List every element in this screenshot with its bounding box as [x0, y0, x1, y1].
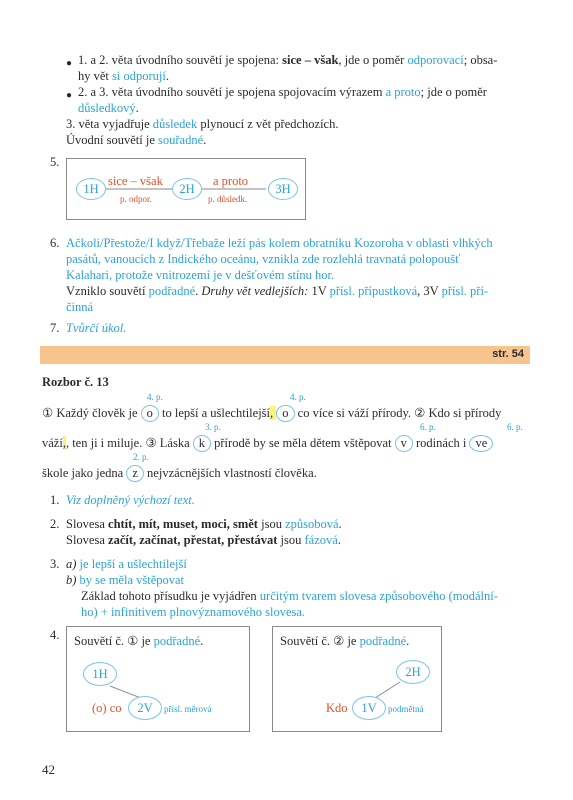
node-1v: 1V	[352, 696, 386, 720]
text: Slovesa	[66, 517, 109, 531]
text: Souvětí č. ① je	[74, 634, 154, 648]
text: ① Každý člověk je	[42, 406, 141, 420]
node-3h: 3H	[268, 178, 298, 200]
text: ; jde o poměr	[420, 85, 487, 99]
item-7-number: 7.	[50, 321, 60, 335]
verbs: začít, začínat, přestat, přestávat	[108, 533, 278, 547]
text: přírodě by se měla dětem vštěpovat	[211, 436, 395, 450]
text: .	[406, 634, 410, 648]
text: jsou	[277, 533, 305, 547]
case-label: 3. p.	[205, 422, 221, 432]
text: .	[203, 133, 207, 147]
verbs: chtít, mít, muset, moci, smět	[108, 517, 258, 531]
text: nejvzácnějších vlastností člověka.	[143, 466, 317, 480]
text: jsou	[257, 517, 286, 531]
relation: si odporují	[112, 69, 166, 83]
text: .	[135, 101, 139, 115]
rozbor-line-1	[42, 405, 501, 422]
line-3	[66, 117, 339, 132]
case-label: 4. p.	[147, 392, 163, 402]
text: rodinách i	[412, 436, 470, 450]
node-2h: 2H	[172, 178, 202, 200]
text: podřadné	[153, 634, 201, 648]
relation: podmětná	[388, 704, 424, 714]
case-label: 2. p.	[133, 452, 149, 462]
text: přísl. pří-	[441, 284, 489, 298]
task-3-a	[66, 557, 187, 572]
connector: (o) co	[92, 701, 122, 715]
item-7-text: Tvůrčí úkol.	[66, 321, 127, 335]
bullet-icon: ●	[66, 90, 73, 101]
item-4-number: 4.	[50, 628, 60, 642]
text: , ten ji i miluje. ③ Láska	[65, 436, 193, 450]
preposition: ve	[469, 435, 493, 452]
item-6-number: 6.	[50, 236, 60, 250]
text: co více si váží přírody. ② Kdo si přírody	[294, 406, 502, 420]
text: .	[200, 634, 204, 648]
text: přísl. přípustková	[329, 284, 418, 298]
connector: Kdo	[326, 701, 348, 715]
text: důsledek	[152, 117, 198, 131]
task-1-number: 1.	[50, 493, 60, 507]
text: škole jako jedna	[42, 466, 127, 480]
item-6-line-5: činná	[66, 300, 94, 314]
text: , 3V	[417, 284, 442, 298]
text: Souvětí č. ② je	[280, 634, 360, 648]
preposition: k	[193, 435, 211, 452]
task-3-b	[66, 573, 184, 588]
preposition: o	[141, 405, 159, 422]
bullet-2-line-1	[78, 85, 487, 100]
text: Slovesa	[66, 533, 109, 547]
relation: odporovací	[407, 53, 464, 67]
connector-2: a proto	[213, 174, 249, 188]
text: 2. a 3. věta úvodního souvětí je spojena spojovacím výrazem	[78, 85, 386, 99]
text: Základ tohoto přísudku je vyjádřen	[81, 589, 260, 603]
node-2v: 2V	[128, 696, 162, 720]
relation-1: p. odpor.	[120, 194, 152, 204]
text: Vzniklo souvětí	[66, 284, 149, 298]
text: souřadné	[158, 133, 204, 147]
highlight-comma: ,	[270, 406, 277, 420]
text: podřadné	[359, 634, 407, 648]
text: , jde o poměr	[338, 53, 408, 67]
node-1h: 1H	[83, 662, 117, 686]
relation-2: p. důsledk.	[208, 194, 248, 204]
item-6-line-2: pasátů, vanoucích z Indického oceánu, vznikla zde rozlehlá travnatá polopoušť	[66, 252, 461, 266]
task-3-explain-1	[81, 589, 498, 604]
task-1-text: Viz doplněný výchozí text.	[66, 493, 195, 507]
text: hy vět	[78, 69, 113, 83]
text: váží	[42, 436, 63, 450]
page-number: 42	[42, 762, 55, 777]
case-label: 6. p.	[507, 422, 523, 432]
item-6-line-1: Ačkoli/Přestože/I když/Třebaže leží pás kolem obratníku Kozoroha v oblasti vlhkých	[66, 236, 493, 250]
text: to lepší a ušlechtilejší	[158, 406, 271, 420]
preposition: v	[395, 435, 413, 452]
text: určitým tvarem slovesa způsobového (modální-	[259, 589, 498, 603]
connector-1: sice – však	[108, 174, 163, 188]
text: Úvodní souvětí je	[66, 133, 159, 147]
bullet-icon: ●	[66, 58, 73, 69]
text: ; obsa-	[463, 53, 498, 67]
text: .	[338, 517, 342, 531]
text: 3. věta vyjadřuje	[66, 117, 153, 131]
text: .	[165, 69, 169, 83]
bullet-2-line-2	[78, 101, 139, 116]
preposition: z	[126, 465, 144, 482]
rozbor-line-3	[42, 465, 317, 482]
item-6-line-4	[66, 284, 488, 299]
text: je lepší a ušlechtilejší	[79, 557, 187, 571]
node-1h: 1H	[76, 178, 106, 200]
rozbor-line-2	[42, 435, 493, 452]
page-reference: str. 54	[492, 348, 524, 360]
case-label: 4. p.	[290, 392, 306, 402]
verb-type: způsobová	[285, 517, 339, 531]
text: .	[337, 533, 341, 547]
text: Druhy vět vedlejších:	[201, 284, 309, 298]
highlight-comma: ,	[62, 436, 66, 450]
task-2-line-1	[66, 517, 342, 532]
task-2-line-2	[66, 533, 341, 548]
node-2h: 2H	[396, 660, 430, 684]
relation: důsledkový	[78, 101, 136, 115]
task-3-number: 3.	[50, 557, 60, 571]
text: .	[195, 284, 202, 298]
case-label: 6. p.	[420, 422, 436, 432]
text: by se měla vštěpovat	[79, 573, 185, 587]
bullet-1-line-1	[78, 53, 497, 68]
label: b)	[66, 573, 77, 587]
conjunction: sice – však	[282, 53, 339, 67]
bullet-1-line-2	[78, 69, 169, 84]
page-reference-bar	[40, 346, 530, 364]
label: a)	[66, 557, 77, 571]
task-2-number: 2.	[50, 517, 60, 531]
rozbor-title: Rozbor č. 13	[42, 375, 109, 389]
item-5-number: 5.	[50, 155, 60, 169]
text: 1V	[308, 284, 330, 298]
text: plynoucí z vět předchozích.	[197, 117, 339, 131]
text: 1. a 2. věta úvodního souvětí je spojena:	[78, 53, 283, 67]
text: podřadné	[148, 284, 196, 298]
conjunction: a proto	[385, 85, 421, 99]
line-4	[66, 133, 206, 148]
item-6-line-3: Kalahari, protože vnitrozemí je v dešťovém stínu hor.	[66, 268, 335, 282]
relation: přísl. měrová	[164, 704, 212, 714]
task-3-explain-2: ho) + infinitivem plnovýznamového slovesa.	[81, 605, 306, 619]
verb-type: fázová	[304, 533, 338, 547]
preposition: o	[276, 405, 294, 422]
